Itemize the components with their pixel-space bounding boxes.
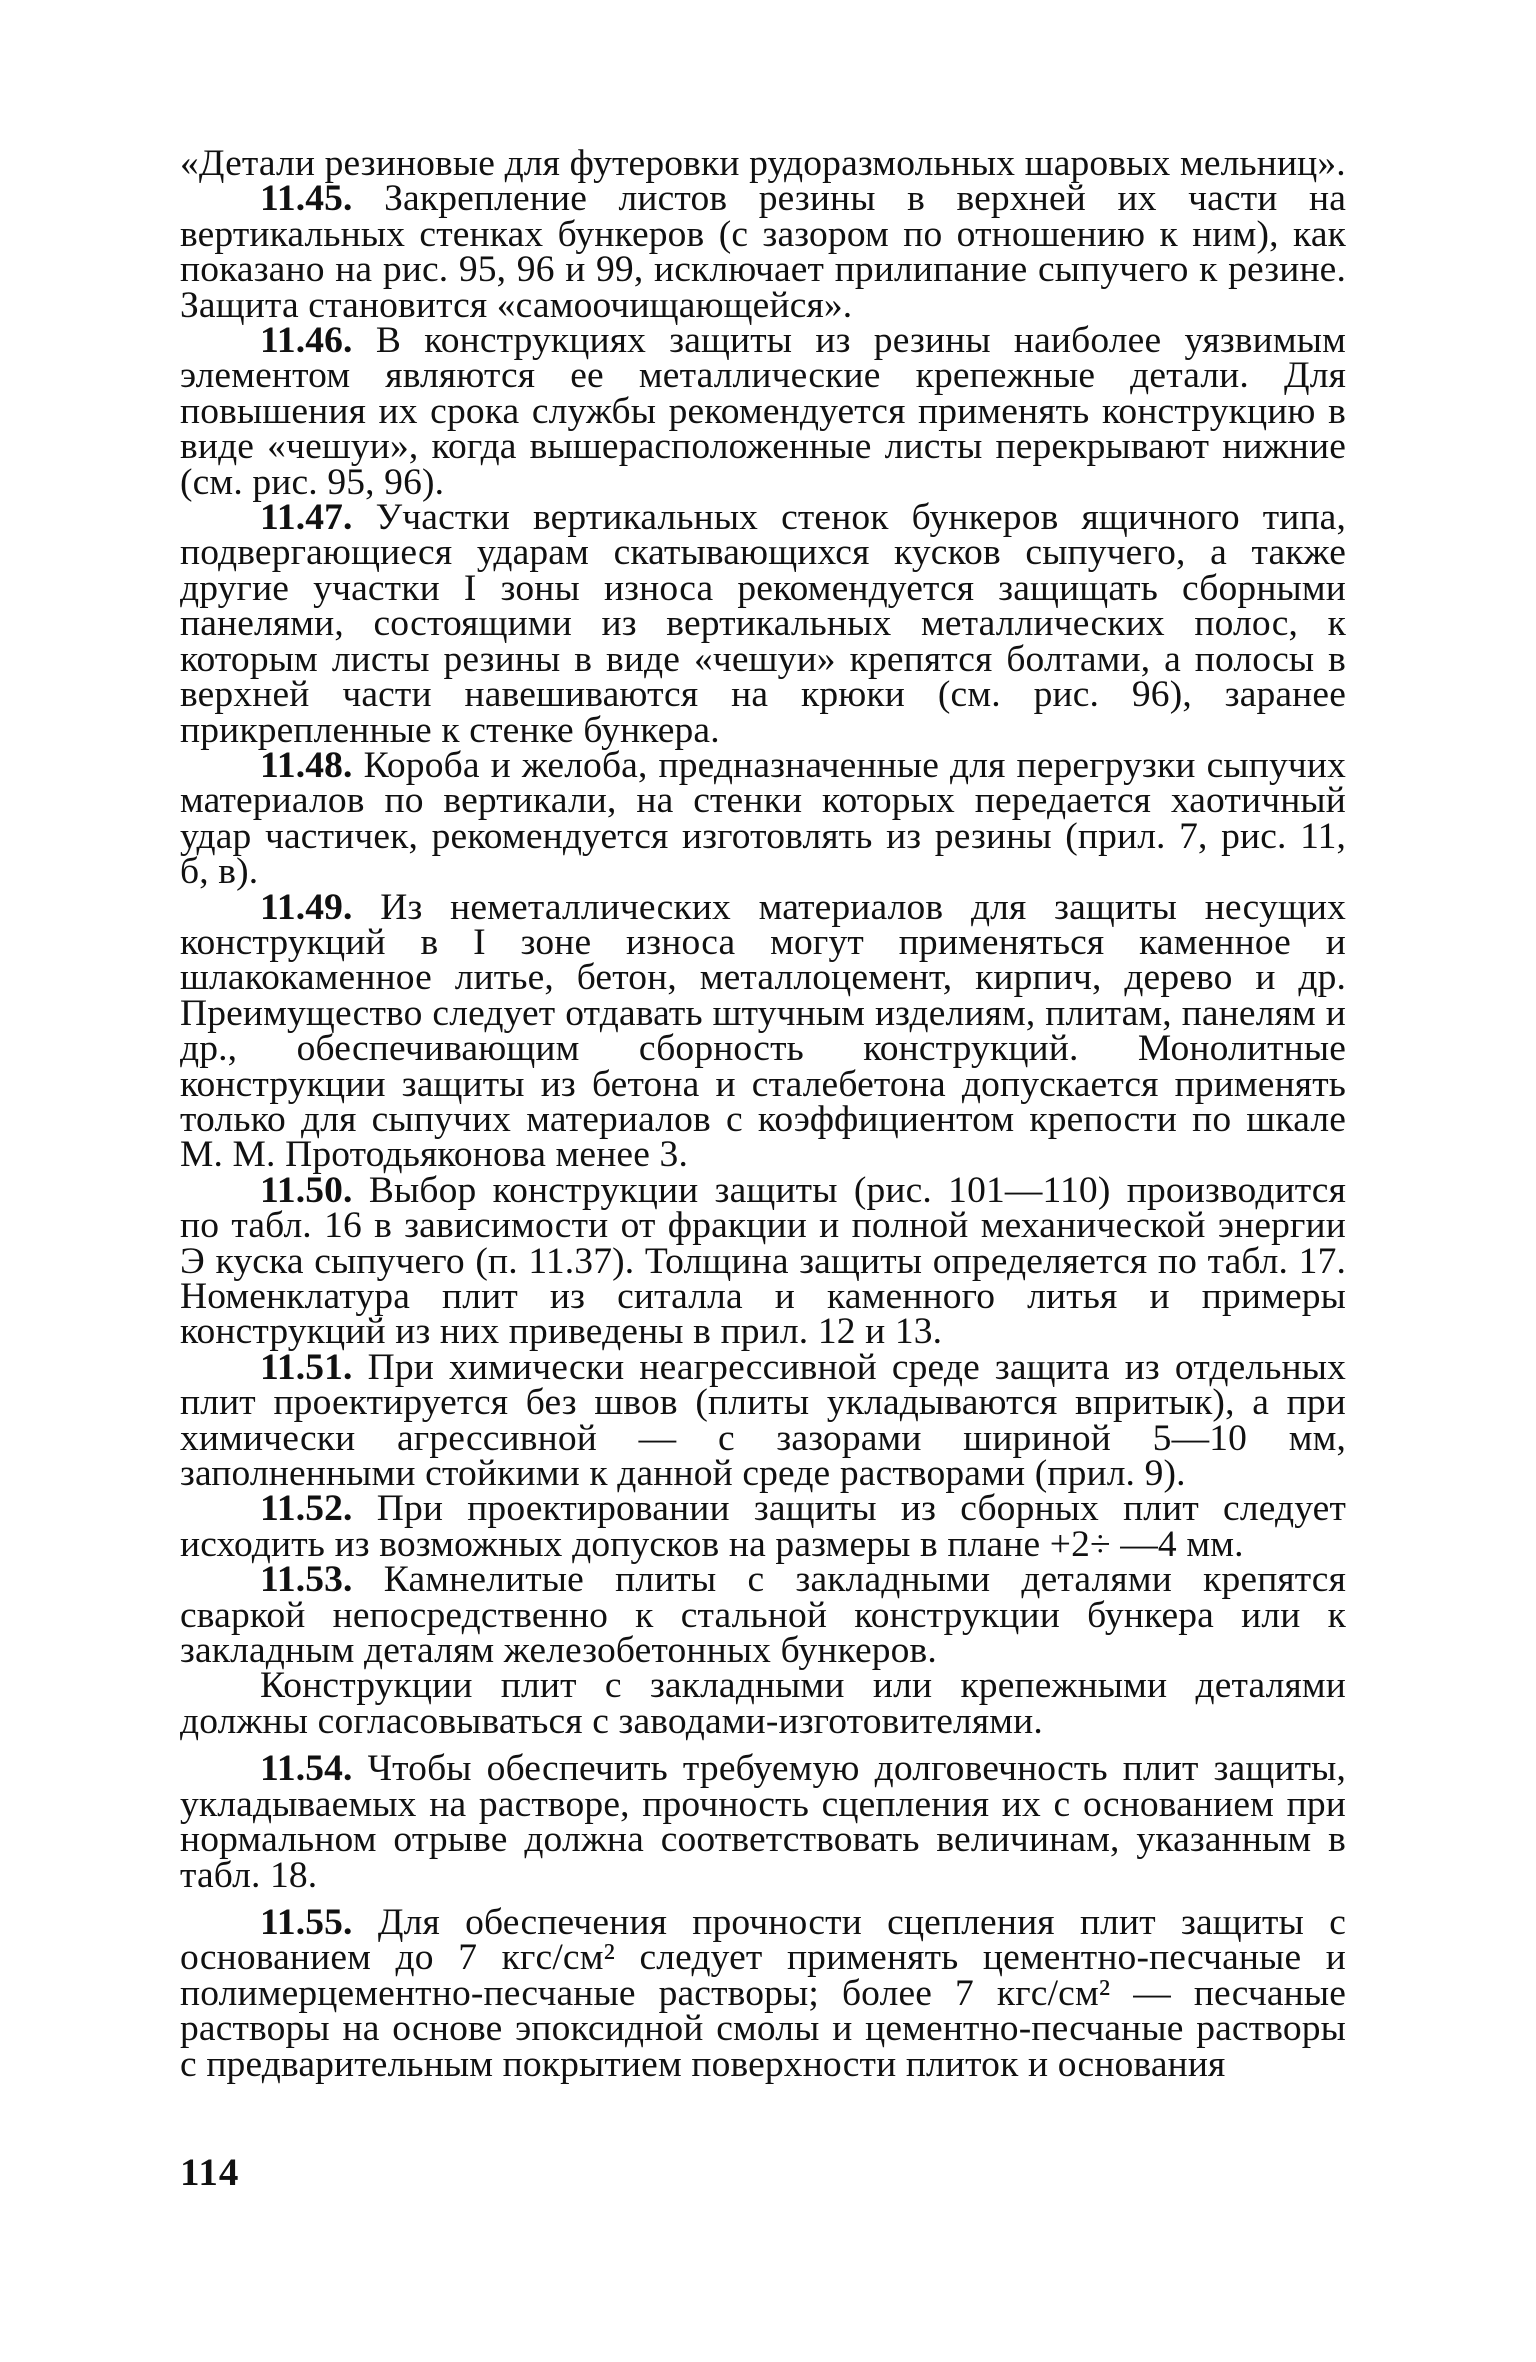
paragraph-text: В конструкциях защиты из резины наиболее уязвимым элементом являются ее металлические крепежные детали. Для повышения их срока службы рекомендуется применять конструкцию в виде «чешуи», когда вышерасположенные листы перекрывают нижние (см. рис. 95, 96). <box>180 320 1346 503</box>
page-number: 114 <box>180 2151 240 2194</box>
page-body <box>180 143 1346 2085</box>
paragraph-11-47 <box>180 497 1346 751</box>
paragraph-text: Для обеспечения прочности сцепления плит защиты с основанием до 7 кгс/см² следует применять цементно-песчаные и полимерцементно-песчаные растворы; более 7 кгс/см² — песчаные растворы на основе эпоксидной смолы и цементно-песчаные растворы с предварительным покрытием поверхности плиток и основания <box>180 1901 1346 2085</box>
paragraph-text: Конструкции плит с закладными или крепежными деталями должны согласовываться с заводами-изготовителями. <box>180 1665 1346 1742</box>
paragraph-text: Закрепление листов резины в верхней их части на вертикальных стенках бункеров (с зазором по отношению к ним), как показано на рис. 95, 96 и 99, исключает прилипание сыпучего к резине. Защита становится «самоочищающейся». <box>180 178 1346 326</box>
paragraph-text: При проектировании защиты из сборных плит следует исходить из возможных допусков на размеры в плане +2÷ —4 мм. <box>180 1488 1346 1565</box>
paragraph-text: Чтобы обеспечить требуемую долговечность плит защиты, укладываемых на растворе, прочность сцепления их с основанием при нормальном отрыве должна соответствовать величинам, указанным в табл. 18. <box>180 1748 1346 1896</box>
paragraph-11-51 <box>180 1346 1346 1495</box>
paragraph-text: Выбор конструкции защиты (рис. 101—110) производится по табл. 16 в зависимости от фракции и полной механической энергии Э куска сыпучего (п. 11.37). Толщина защиты определяется по табл. 17. Номенклатура плит из ситалла и каменного литья и примеры конструкций из них приведены в прил. 12 и 13. <box>180 1169 1346 1353</box>
paragraph-number: 11.54. <box>260 1748 353 1790</box>
paragraph-number: 11.53. <box>260 1559 353 1601</box>
paragraph-11-54 <box>180 1748 1346 1896</box>
paragraph-11-46 <box>180 320 1346 503</box>
paragraph-number: 11.50. <box>260 1169 353 1211</box>
paragraph-number: 11.46. <box>260 320 353 362</box>
paragraph-continuation <box>180 143 1346 184</box>
paragraph-11-50 <box>180 1169 1346 1353</box>
paragraph-text: Из неметаллических материалов для защиты несущих конструкций в I зоне износа могут применяться каменное и шлакокаменное литье, бетон, металлоцемент, кирпич, дерево и др. Преимущество следует отдавать штучным изделиям, плитам, панелям и др., обеспечивающим сборность конструкций. Монолитные конструкции защиты из бетона и сталебетона допускается применять только для сыпучих материалов с коэффициентом крепости по шкале М. М. Протодьяконова менее 3. <box>180 886 1346 1176</box>
paragraph-plates-note <box>180 1665 1346 1742</box>
paragraph-11-55 <box>180 1901 1346 2085</box>
paragraph-text: При химически неагрессивной среде защита из отдельных плит проектируется без швов (плиты укладываются впритык), а при химически агрессивной — с зазорами шириной 5—10 мм, заполненными стойкими к данной среде растворами (прил. 9). <box>180 1346 1346 1495</box>
paragraph-number: 11.48. <box>260 744 353 786</box>
paragraph-11-49 <box>180 886 1346 1176</box>
paragraph-11-45 <box>180 178 1346 326</box>
paragraph-text: Камнелитые плиты с закладными деталями крепятся сваркой непосредственно к стальной конструкции бункера или к закладным деталям железобетонных бункеров. <box>180 1559 1346 1672</box>
paragraph-number: 11.55. <box>260 1901 353 1943</box>
paragraph-text: «Детали резиновые для футеровки рудоразмольных шаровых мельниц». <box>180 143 1346 184</box>
paragraph-number: 11.52. <box>260 1488 353 1530</box>
paragraph-text: Участки вертикальных стенок бункеров ящичного типа, подвергающиеся ударам скатывающихся кусков сыпучего, а также другие участки I зоны износа рекомендуется защищать сборными панелями, состоящими из вертикальных металлических полос, к которым листы резины в виде «чешуи» крепятся болтами, а полосы в верхней части навешиваются на крюки (см. рис. 96), заранее прикрепленные к стенке бункера. <box>180 497 1346 751</box>
paragraph-11-53 <box>180 1559 1346 1672</box>
paragraph-11-48 <box>180 744 1346 893</box>
paragraph-text: Короба и желоба, предназначенные для перегрузки сыпучих материалов по вертикали, на стенки которых передается хаотичный удар частичек, рекомендуется изготовлять из резины (прил. 7, рис. 11, б, в). <box>180 744 1346 893</box>
paragraph-number: 11.49. <box>260 886 353 928</box>
paragraph-11-52 <box>180 1488 1346 1565</box>
paragraph-number: 11.47. <box>260 497 353 539</box>
paragraph-number: 11.45. <box>260 178 353 220</box>
paragraph-number: 11.51. <box>260 1346 353 1388</box>
